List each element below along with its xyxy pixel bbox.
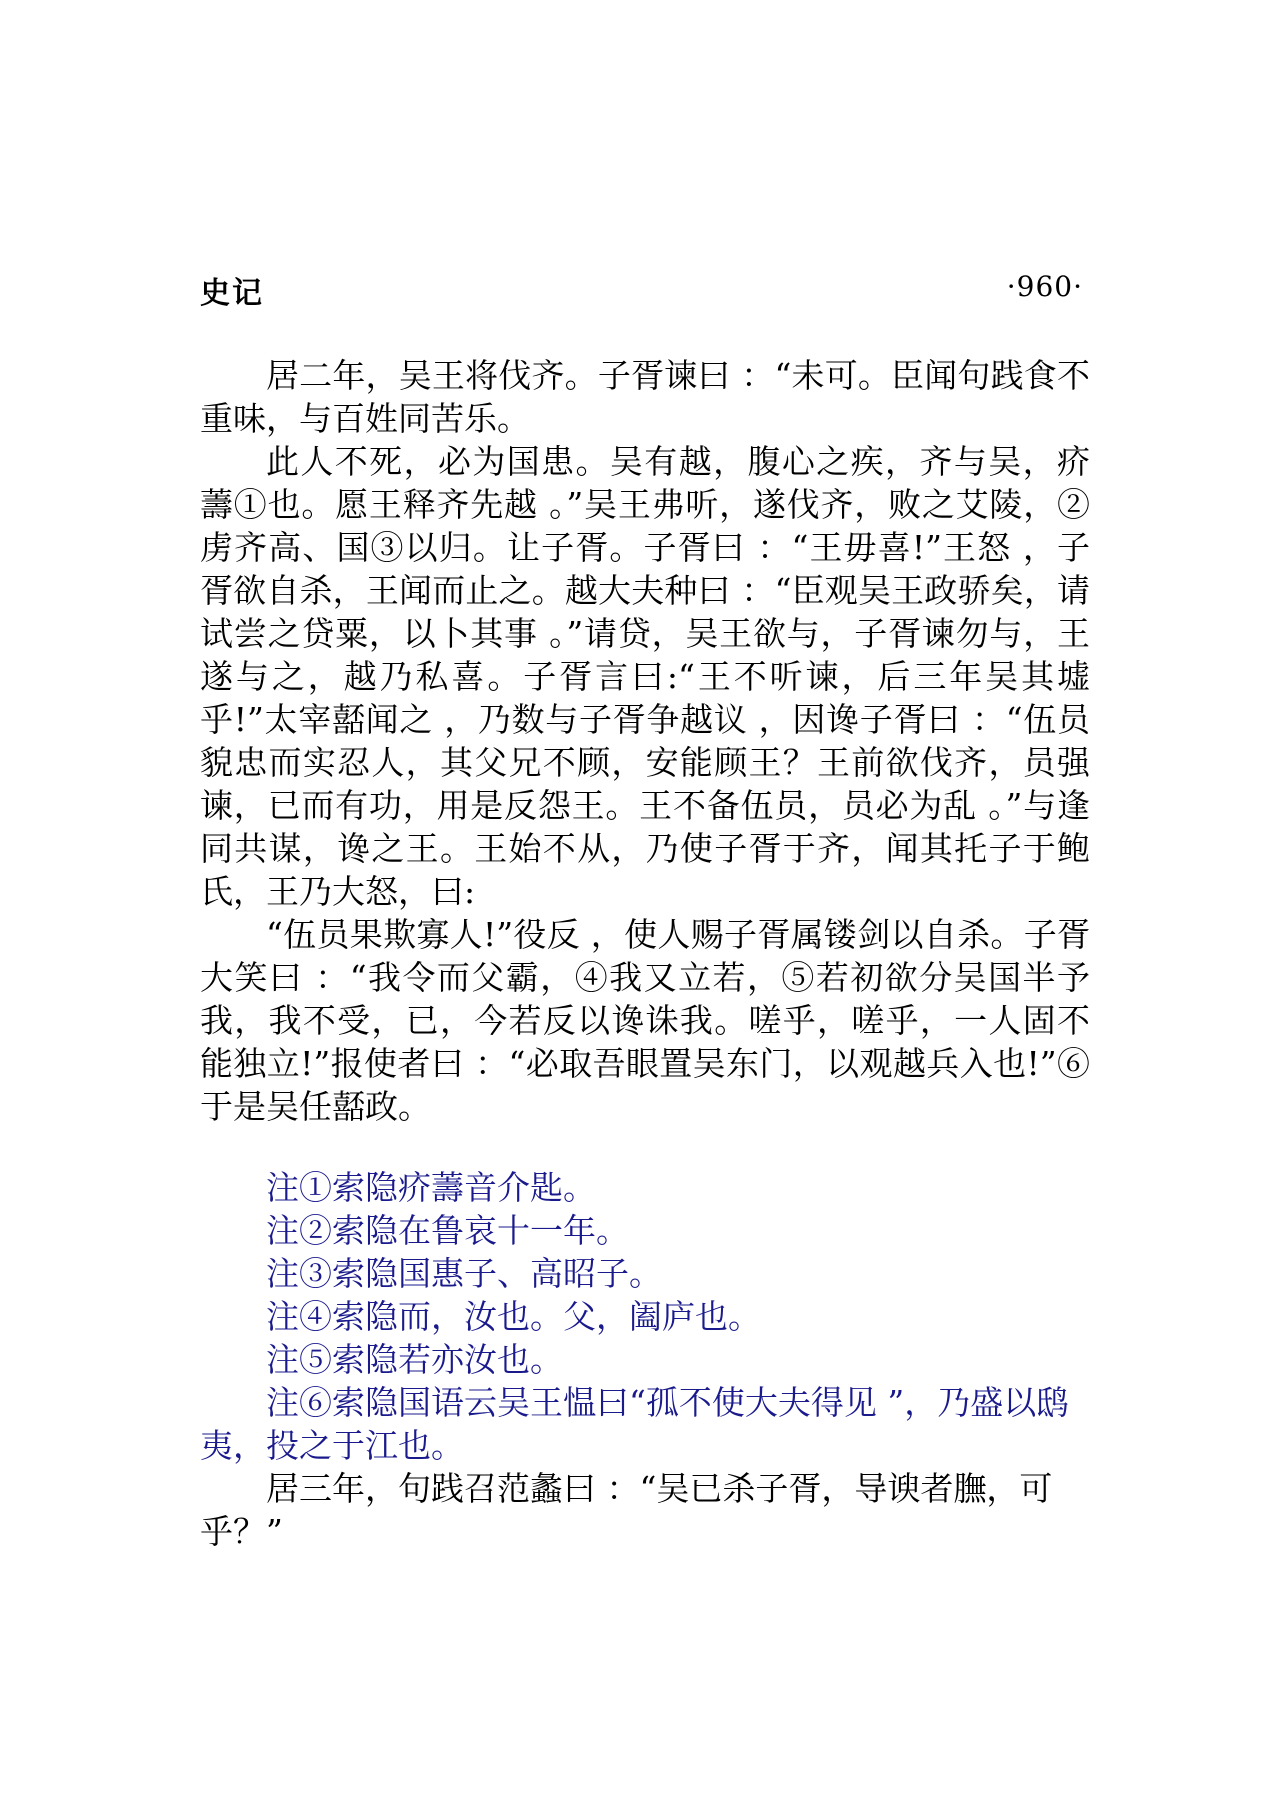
note-2: 注②索隐在鲁哀十一年。 [266, 1211, 629, 1250]
paragraph: “伍员果欺寡人!”役反 ，使人赐子胥属镂剑以自杀。子胥大笑曰 ：“我令而父霸，④我又立若，⑤若初欲分吴国半予我，我不受，已，今若反以谗诛我。嗟乎，嗟乎，一人固不能独立!”报使者曰 ：“必取吾眼置吴东门，以观越兵入也!”⑥于是吴任嚭政。 [200, 915, 1090, 1126]
note-4: 注④索隐而，汝也。父，阖庐也。 [266, 1297, 761, 1336]
page-number: ·960· [1006, 270, 1083, 303]
note-3: 注③索隐国惠子、高昭子。 [266, 1254, 662, 1293]
note-1: 注①索隐疥薵音介匙。 [266, 1168, 596, 1207]
paragraph: 此人不死，必为国患。吴有越，腹心之疾，齐与吴，疥薵①也。愿王释齐先越 。”吴王弗听，遂伐齐，败之艾陵，②虏齐高、国③以归。让子胥。子胥曰 ：“王毋喜!”王怒 ，子胥欲自杀，王闻而止之。越大夫种曰 ：“臣观吴王政骄矣，请试尝之贷粟，以卜其事 。”请贷，吴王欲与，子胥谏勿与，王遂与之，越乃私喜。子胥言曰:“王不听谏，后三年吴其墟乎!”太宰嚭闻之 ，乃数与子胥争越议 ，因谗子胥曰 ：“伍员貌忠而实忍人，其父兄不顾，安能顾王？王前欲伐齐，员强谏，已而有功，用是反怨王。王不备伍员，员必为乱 。”与逢同共谋，谗之王。王始不从，乃使子胥于齐，闻其托子于鲍氏，王乃大怒，曰: [200, 442, 1090, 911]
annotations [200, 1166, 1090, 1553]
note-6: 注⑥索隐国语云吴王愠曰“孤不使大夫得见 ”，乃盛以鸱夷，投之于江也。 [200, 1383, 1070, 1465]
book-title: 史记 [200, 276, 264, 311]
main-text [200, 354, 1090, 1128]
note-5: 注⑤索隐若亦汝也。 [266, 1340, 563, 1379]
paragraph: 居二年，吴王将伐齐。子胥谏曰 ：“未可。臣闻句践食不重味，与百姓同苦乐。 [200, 356, 1090, 438]
closing-paragraph: 居三年，句践召范蠡曰 ：“吴已杀子胥，导谀者膴，可乎？” [200, 1469, 1053, 1551]
